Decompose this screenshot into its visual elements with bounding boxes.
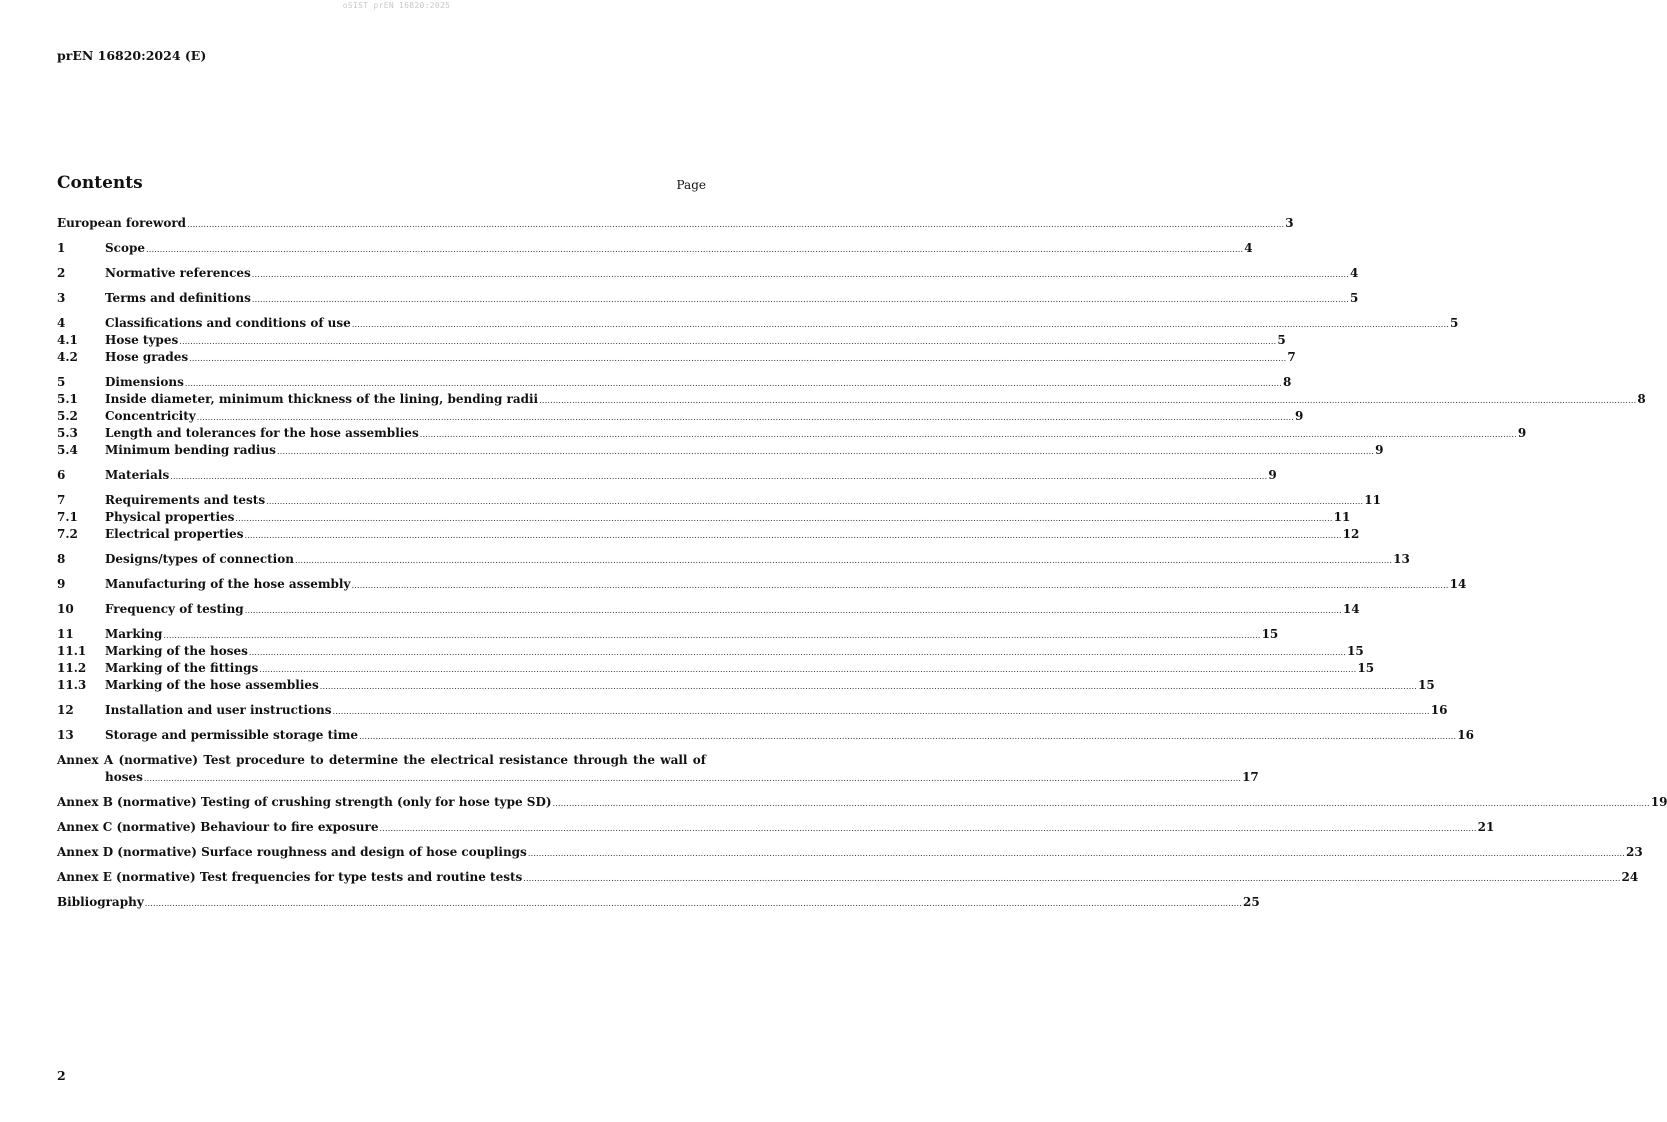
page-number: 2 bbox=[57, 1068, 66, 1083]
toc-entry-number: 5.4 bbox=[57, 443, 78, 457]
toc-entry-page: 8 bbox=[1637, 392, 1646, 406]
toc-entry-page: 15 bbox=[1357, 661, 1375, 675]
annex-a-word: to bbox=[310, 753, 324, 767]
toc-entry-page: 24 bbox=[1621, 870, 1639, 884]
toc-entry-title: Length and tolerances for the hose assemblies bbox=[105, 426, 419, 440]
toc-entry-page: 15 bbox=[1261, 627, 1279, 641]
annex-a-word: electrical bbox=[430, 753, 494, 767]
toc-entry-10[interactable] bbox=[57, 601, 1360, 618]
toc-entry-page: 14 bbox=[1342, 602, 1360, 616]
table-of-contents bbox=[57, 215, 1667, 911]
toc-entry-number: 10 bbox=[57, 602, 74, 616]
toc-entry-title: Minimum bending radius bbox=[105, 443, 276, 457]
dot-leader: ................................................................................................................................................................................................................................................................................................................................................................................................................ bbox=[259, 665, 1357, 674]
toc-entry-title: Marking of the fittings bbox=[105, 661, 259, 675]
annex-a-word: the bbox=[633, 753, 655, 767]
dot-leader: ................................................................................................................................................................................................................................................................................................................................................................................................................ bbox=[179, 337, 1277, 346]
toc-entry-title: Inside diameter, minimum thickness of the lining, bending radii bbox=[105, 392, 539, 406]
toc-entry-number: 4.1 bbox=[57, 333, 78, 347]
dot-leader: ................................................................................................................................................................................................................................................................................................................................................................................................................ bbox=[251, 270, 1349, 279]
dot-leader: ................................................................................................................................................................................................................................................................................................................................................................................................................ bbox=[379, 824, 1477, 833]
toc-entry-title: Storage and permissible storage time bbox=[105, 728, 359, 742]
dot-leader: ................................................................................................................................................................................................................................................................................................................................................................................................................ bbox=[251, 295, 1350, 304]
dot-leader: ................................................................................................................................................................................................................................................................................................................................................................................................................ bbox=[332, 707, 1430, 716]
toc-entry-5-2[interactable] bbox=[57, 408, 1304, 425]
toc-entry-11-2[interactable] bbox=[57, 660, 1375, 677]
annex-a-word: Test bbox=[203, 753, 231, 767]
toc-entry-title: Marking bbox=[105, 627, 163, 641]
dot-leader: ................................................................................................................................................................................................................................................................................................................................................................................................................ bbox=[539, 396, 1637, 405]
dot-leader: ................................................................................................................................................................................................................................................................................................................................................................................................................ bbox=[248, 648, 1347, 657]
dot-leader: ................................................................................................................................................................................................................................................................................................................................................................................................................ bbox=[266, 497, 1364, 506]
toc-entry-number: 7.2 bbox=[57, 527, 78, 541]
toc-entry-5[interactable] bbox=[57, 374, 1292, 391]
toc-entry-number: 5 bbox=[57, 375, 66, 389]
toc-entry-page: 11 bbox=[1333, 510, 1351, 524]
toc-entry-11-1[interactable] bbox=[57, 643, 1364, 660]
toc-entry-3[interactable] bbox=[57, 290, 1359, 307]
dot-leader: ................................................................................................................................................................................................................................................................................................................................................................................................................ bbox=[294, 556, 1393, 565]
toc-entry-title: Physical properties bbox=[105, 510, 235, 524]
toc-entry-title: Annex E (normative) Test frequencies for type tests and routine tests bbox=[57, 870, 523, 884]
toc-entry-annex-d[interactable] bbox=[57, 844, 1643, 861]
dot-leader: ................................................................................................................................................................................................................................................................................................................................................................................................................ bbox=[184, 379, 1283, 388]
dot-leader: ................................................................................................................................................................................................................................................................................................................................................................................................................ bbox=[189, 354, 1287, 363]
toc-entry-8[interactable] bbox=[57, 551, 1410, 568]
toc-entry-title: Hose grades bbox=[105, 350, 189, 364]
toc-entry-11-3[interactable] bbox=[57, 677, 1435, 694]
toc-entry-7-2[interactable] bbox=[57, 526, 1360, 543]
toc-entry-number: 5.1 bbox=[57, 392, 78, 406]
annex-a-word: wall bbox=[660, 753, 688, 767]
toc-entry-title: Marking of the hose assemblies bbox=[105, 678, 319, 692]
dot-leader: ................................................................................................................................................................................................................................................................................................................................................................................................................ bbox=[552, 799, 1650, 808]
toc-entry-4-2[interactable] bbox=[57, 349, 1296, 366]
toc-entry-title: Manufacturing of the hose assembly bbox=[105, 577, 351, 591]
toc-entry-number: 13 bbox=[57, 728, 74, 742]
toc-entry-number: 2 bbox=[57, 266, 66, 280]
toc-entry-title: Concentricity bbox=[105, 409, 196, 423]
toc-entry-page: 17 bbox=[1242, 770, 1259, 784]
toc-entry-page: 9 bbox=[1517, 426, 1527, 440]
toc-entry-number: 9 bbox=[57, 577, 66, 591]
toc-entry-page: 11 bbox=[1364, 493, 1381, 507]
toc-entry-number: 11.1 bbox=[57, 644, 87, 658]
toc-entry-number: 4.2 bbox=[57, 350, 78, 364]
toc-entry-annex-e[interactable] bbox=[57, 869, 1639, 886]
toc-entry-title: Designs/types of connection bbox=[105, 552, 294, 566]
toc-entry-title: Hose types bbox=[105, 333, 179, 347]
toc-entry-page: 5 bbox=[1277, 333, 1286, 347]
toc-entry-page: 8 bbox=[1283, 375, 1292, 389]
toc-entry-page: 19 bbox=[1650, 795, 1667, 809]
toc-entry-number: 7.1 bbox=[57, 510, 78, 524]
toc-entry-6[interactable] bbox=[57, 467, 1277, 484]
toc-entry-annex-a[interactable] bbox=[57, 752, 706, 769]
toc-entry-page: 5 bbox=[1350, 291, 1359, 305]
toc-entry-5-1[interactable] bbox=[57, 391, 1646, 408]
toc-entry-title: Frequency of testing bbox=[105, 602, 244, 616]
toc-entry-annex-b[interactable] bbox=[57, 794, 1667, 811]
contents-title: Contents bbox=[57, 173, 143, 193]
annex-a-word: A bbox=[103, 753, 114, 767]
dot-leader: ................................................................................................................................................................................................................................................................................................................................................................................................................ bbox=[235, 514, 1333, 523]
annex-a-word: through bbox=[573, 753, 628, 767]
toc-entry-11[interactable] bbox=[57, 626, 1279, 643]
toc-entry-page: 5 bbox=[1450, 316, 1459, 330]
document-id: prEN 16820:2024 (E) bbox=[57, 48, 207, 63]
toc-entry-page: 3 bbox=[1285, 216, 1294, 230]
dot-leader: ................................................................................................................................................................................................................................................................................................................................................................................................................ bbox=[527, 849, 1626, 858]
toc-entry-page: 14 bbox=[1449, 577, 1467, 591]
toc-entry-number: 3 bbox=[57, 291, 66, 305]
toc-entry-5-3[interactable] bbox=[57, 425, 1527, 442]
dot-leader: ................................................................................................................................................................................................................................................................................................................................................................................................................ bbox=[419, 430, 1517, 439]
toc-entry-page: 4 bbox=[1349, 266, 1359, 280]
toc-entry-title: Marking of the hoses bbox=[105, 644, 248, 658]
toc-entry-foreword[interactable] bbox=[57, 215, 1294, 232]
dot-leader: ................................................................................................................................................................................................................................................................................................................................................................................................................ bbox=[276, 447, 1375, 456]
dot-leader: ................................................................................................................................................................................................................................................................................................................................................................................................................ bbox=[351, 320, 1449, 329]
dot-leader: ................................................................................................................................................................................................................................................................................................................................................................................................................ bbox=[244, 531, 1342, 540]
toc-entry-13[interactable] bbox=[57, 727, 1474, 744]
dot-leader: ................................................................................................................................................................................................................................................................................................................................................................................................................ bbox=[244, 606, 1342, 615]
toc-entry-number: 8 bbox=[57, 552, 66, 566]
toc-entry-1[interactable] bbox=[57, 240, 1253, 257]
toc-entry-title: Scope bbox=[105, 241, 146, 255]
page-column-header: Page bbox=[676, 178, 706, 192]
toc-entry-page: 25 bbox=[1242, 895, 1260, 909]
toc-entry-title: Installation and user instructions bbox=[105, 703, 332, 717]
annex-a-word: the bbox=[403, 753, 426, 767]
toc-entry-9[interactable] bbox=[57, 576, 1467, 593]
toc-entry-title: Electrical properties bbox=[105, 527, 244, 541]
toc-entry-page: 15 bbox=[1417, 678, 1435, 692]
annex-a-word: (normative) bbox=[118, 753, 199, 767]
dot-leader: ................................................................................................................................................................................................................................................................................................................................................................................................................ bbox=[187, 220, 1285, 229]
toc-entry-title: Dimensions bbox=[105, 375, 184, 389]
dot-leader: ................................................................................................................................................................................................................................................................................................................................................................................................................ bbox=[143, 774, 1242, 783]
toc-entry-page: 13 bbox=[1393, 552, 1410, 566]
toc-entry-number: 4 bbox=[57, 316, 66, 330]
toc-entry-title: Terms and definitions bbox=[105, 291, 251, 305]
toc-entry-2[interactable] bbox=[57, 265, 1359, 282]
toc-entry-number: 11 bbox=[57, 627, 74, 641]
toc-entry-page: 15 bbox=[1347, 644, 1364, 658]
toc-entry-number: 1 bbox=[57, 241, 66, 255]
toc-entry-4-1[interactable] bbox=[57, 332, 1286, 349]
dot-leader: ................................................................................................................................................................................................................................................................................................................................................................................................................ bbox=[523, 874, 1621, 883]
toc-entry-page: 16 bbox=[1430, 703, 1448, 717]
toc-entry-page: 4 bbox=[1244, 241, 1253, 255]
toc-entry-5-4[interactable] bbox=[57, 442, 1384, 459]
toc-entry-number: 6 bbox=[57, 468, 66, 482]
toc-entry-title: European foreword bbox=[57, 216, 187, 230]
toc-entry-page: 21 bbox=[1477, 820, 1495, 834]
watermark: oSIST prEN 16820:2025 bbox=[342, 1, 451, 10]
toc-entry-annex-a-continuation[interactable] bbox=[57, 769, 1259, 786]
toc-entry-page: 9 bbox=[1294, 409, 1304, 423]
annex-a-word: Annex bbox=[57, 753, 99, 767]
toc-entry-title: Requirements and tests bbox=[105, 493, 266, 507]
toc-entry-page: 16 bbox=[1457, 728, 1474, 742]
annex-a-word: procedure bbox=[236, 753, 305, 767]
toc-entry-page: 9 bbox=[1375, 443, 1384, 457]
toc-entry-12[interactable] bbox=[57, 702, 1448, 719]
toc-entry-page: 12 bbox=[1342, 527, 1360, 541]
toc-entry-number: 5.2 bbox=[57, 409, 78, 423]
toc-entry-title: Materials bbox=[105, 468, 170, 482]
toc-entry-page: 9 bbox=[1268, 468, 1277, 482]
toc-entry-number: 7 bbox=[57, 493, 66, 507]
toc-entry-number: 11.3 bbox=[57, 678, 87, 692]
toc-entry-7[interactable] bbox=[57, 492, 1381, 509]
dot-leader: ................................................................................................................................................................................................................................................................................................................................................................................................................ bbox=[163, 631, 1261, 640]
dot-leader: ................................................................................................................................................................................................................................................................................................................................................................................................................ bbox=[351, 581, 1449, 590]
toc-entry-annex-c[interactable] bbox=[57, 819, 1495, 836]
dot-leader: ................................................................................................................................................................................................................................................................................................................................................................................................................ bbox=[146, 245, 1244, 254]
toc-entry-title: Annex C (normative) Behaviour to fire exposure bbox=[57, 820, 379, 834]
dot-leader: ................................................................................................................................................................................................................................................................................................................................................................................................................ bbox=[196, 413, 1294, 422]
toc-entry-page: 23 bbox=[1626, 845, 1643, 859]
dot-leader: ................................................................................................................................................................................................................................................................................................................................................................................................................ bbox=[144, 899, 1242, 908]
toc-entry-title: Classifications and conditions of use bbox=[105, 316, 351, 330]
dot-leader: ................................................................................................................................................................................................................................................................................................................................................................................................................ bbox=[170, 472, 1268, 481]
annex-a-word: determine bbox=[328, 753, 399, 767]
toc-entry-bibliography[interactable] bbox=[57, 894, 1260, 911]
toc-entry-title: Annex D (normative) Surface roughness and design of hose couplings bbox=[57, 845, 527, 859]
toc-entry-number: 11.2 bbox=[57, 661, 87, 675]
dot-leader: ................................................................................................................................................................................................................................................................................................................................................................................................................ bbox=[359, 732, 1457, 741]
toc-entry-title: Annex B (normative) Testing of crushing strength (only for hose type SD) bbox=[57, 795, 552, 809]
dot-leader: ................................................................................................................................................................................................................................................................................................................................................................................................................ bbox=[319, 682, 1417, 691]
toc-entry-title: hoses bbox=[105, 770, 143, 784]
toc-entry-title: Bibliography bbox=[57, 895, 144, 909]
toc-entry-page: 7 bbox=[1287, 350, 1296, 364]
annex-a-word: of bbox=[692, 753, 706, 767]
toc-entry-4[interactable] bbox=[57, 315, 1459, 332]
toc-entry-7-1[interactable] bbox=[57, 509, 1351, 526]
toc-entry-number: 5.3 bbox=[57, 426, 78, 440]
toc-entry-title: Normative references bbox=[105, 266, 251, 280]
annex-a-word: resistance bbox=[499, 753, 569, 767]
toc-entry-number: 12 bbox=[57, 703, 74, 717]
